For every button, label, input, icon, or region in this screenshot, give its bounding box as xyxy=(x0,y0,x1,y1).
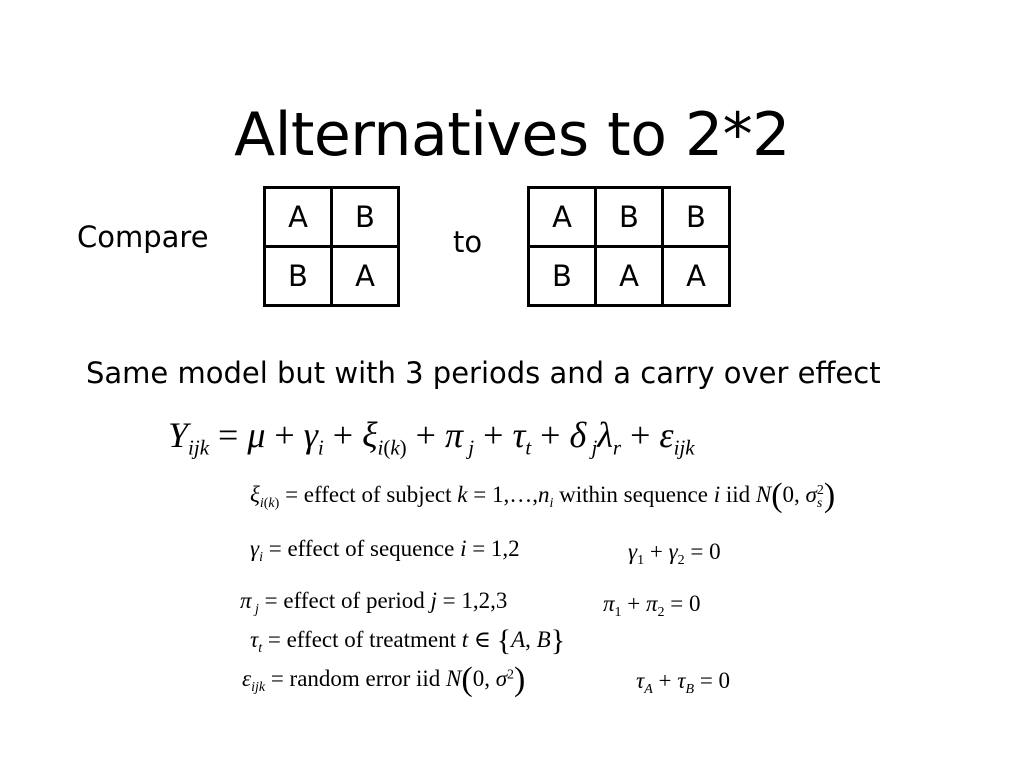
design-row xyxy=(529,188,730,247)
design-cell: A xyxy=(332,247,399,306)
design-row xyxy=(265,188,399,247)
definition-treatment-effect: $\tau_t$ = effect of treatment t ∈ {A, B} xyxy=(250,624,566,657)
design-cell: B xyxy=(596,188,663,247)
design-cell: A xyxy=(663,247,730,306)
design-row xyxy=(265,247,399,306)
definition-subject-effect: $\xi_{i(k)}$ = effect of subject $k = 1,\dots,n_i$ within sequence i iid N(0, σ 2 s ) xyxy=(250,477,836,514)
design-cell: A xyxy=(596,247,663,306)
model-equation: $Y_{ijk} = \mu + \gamma_i + \xi_{i(k)} + \pi$ $_j + \tau_t + \delta$ $_j\lambda_r + \varepsilon_{ijk}$ xyxy=(168,415,695,460)
design-cell: B xyxy=(663,188,730,247)
constraint-sequence: $\gamma_1 + \gamma_2 = 0$ xyxy=(628,539,721,568)
constraint-treatment: $\tau_A + \tau_B = 0$ xyxy=(636,668,731,697)
design-cell: B xyxy=(265,247,332,306)
crossover-design-2x2 xyxy=(263,186,400,307)
design-cell: A xyxy=(529,188,596,247)
definition-random-error: $\varepsilon_{ijk}$ = random error iid N(0, $\sigma^2$) xyxy=(242,661,526,698)
slide-title: Alternatives to 2*2 xyxy=(234,100,790,170)
definition-sequence-effect: $\gamma_i$ = effect of sequence i = 1,2 xyxy=(250,536,520,565)
design-cell: A xyxy=(265,188,332,247)
design-cell: B xyxy=(332,188,399,247)
constraint-period: $\pi_1 + \pi_2 = 0$ xyxy=(603,591,701,620)
to-label: to xyxy=(453,225,483,259)
definition-period-effect: π $_j$ = effect of period j = 1,2,3 xyxy=(240,588,508,617)
crossover-design-2x3 xyxy=(527,186,731,307)
compare-label: Compare xyxy=(77,220,209,254)
design-cell: B xyxy=(529,247,596,306)
model-description: Same model but with 3 periods and a carry over effect xyxy=(86,356,881,390)
design-row xyxy=(529,247,730,306)
